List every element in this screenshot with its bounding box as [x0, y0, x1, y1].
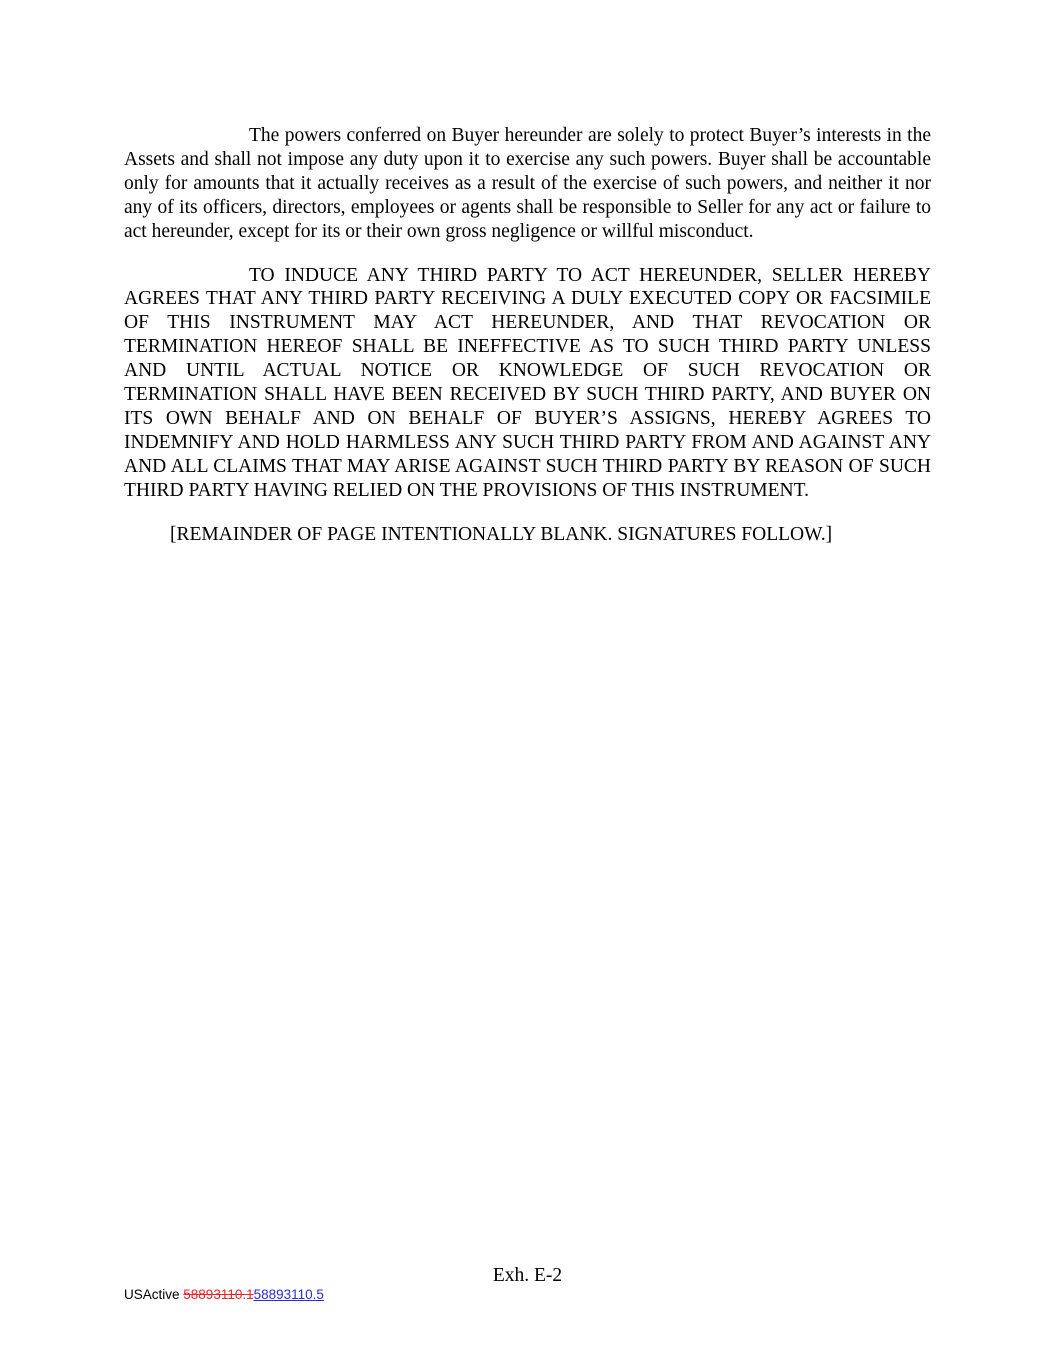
- document-id-inserted: 58893110.5: [253, 1287, 324, 1302]
- document-id-deleted: 58893110.1: [183, 1287, 254, 1302]
- page-number: Exh. E-2: [492, 1265, 563, 1286]
- powers-paragraph: The powers conferred on Buyer hereunder are solely to protect Buyer’s interests in the Assets and shall not impose any duty upon it to exercise any such powers. Buyer shall be accountable only for amounts that it actually receives as a result of the exercise of such powers, and neither it nor any of its officers, directors, employees or agents shall be responsible to Seller for any act or failure to act hereunder, except for its or their own gross negligence or willful misconduct.: [124, 125, 931, 242]
- remainder-note: [REMAINDER OF PAGE INTENTIONALLY BLANK. SIGNATURES FOLLOW.]: [170, 523, 833, 545]
- document-id-prefix: USActive: [124, 1287, 184, 1302]
- document-id-footer: [124, 1286, 324, 1304]
- third-party-paragraph: TO INDUCE ANY THIRD PARTY TO ACT HEREUNDER, SELLER HEREBY AGREES THAT ANY THIRD PARTY RECEIVING A DULY EXECUTED COPY OR FACSIMILE OF THIS INSTRUMENT MAY ACT HEREUNDER, AND THAT REVOCATION OR TERMINATION HEREOF SHALL BE INEFFECTIVE AS TO SUCH THIRD PARTY UNLESS AND UNTIL ACTUAL NOTICE OR KNOWLEDGE OF SUCH REVOCATION OR TERMINATION SHALL HAVE BEEN RECEIVED BY SUCH THIRD PARTY, AND BUYER ON ITS OWN BEHALF AND ON BEHALF OF BUYER’S ASSIGNS, HEREBY AGREES TO INDEMNIFY AND HOLD HARMLESS ANY SUCH THIRD PARTY FROM AND AGAINST ANY AND ALL CLAIMS THAT MAY ARISE AGAINST SUCH THIRD PARTY BY REASON OF SUCH THIRD PARTY HAVING RELIED ON THE PROVISIONS OF THIS INSTRUMENT.: [124, 264, 931, 501]
- document-body: [124, 124, 931, 547]
